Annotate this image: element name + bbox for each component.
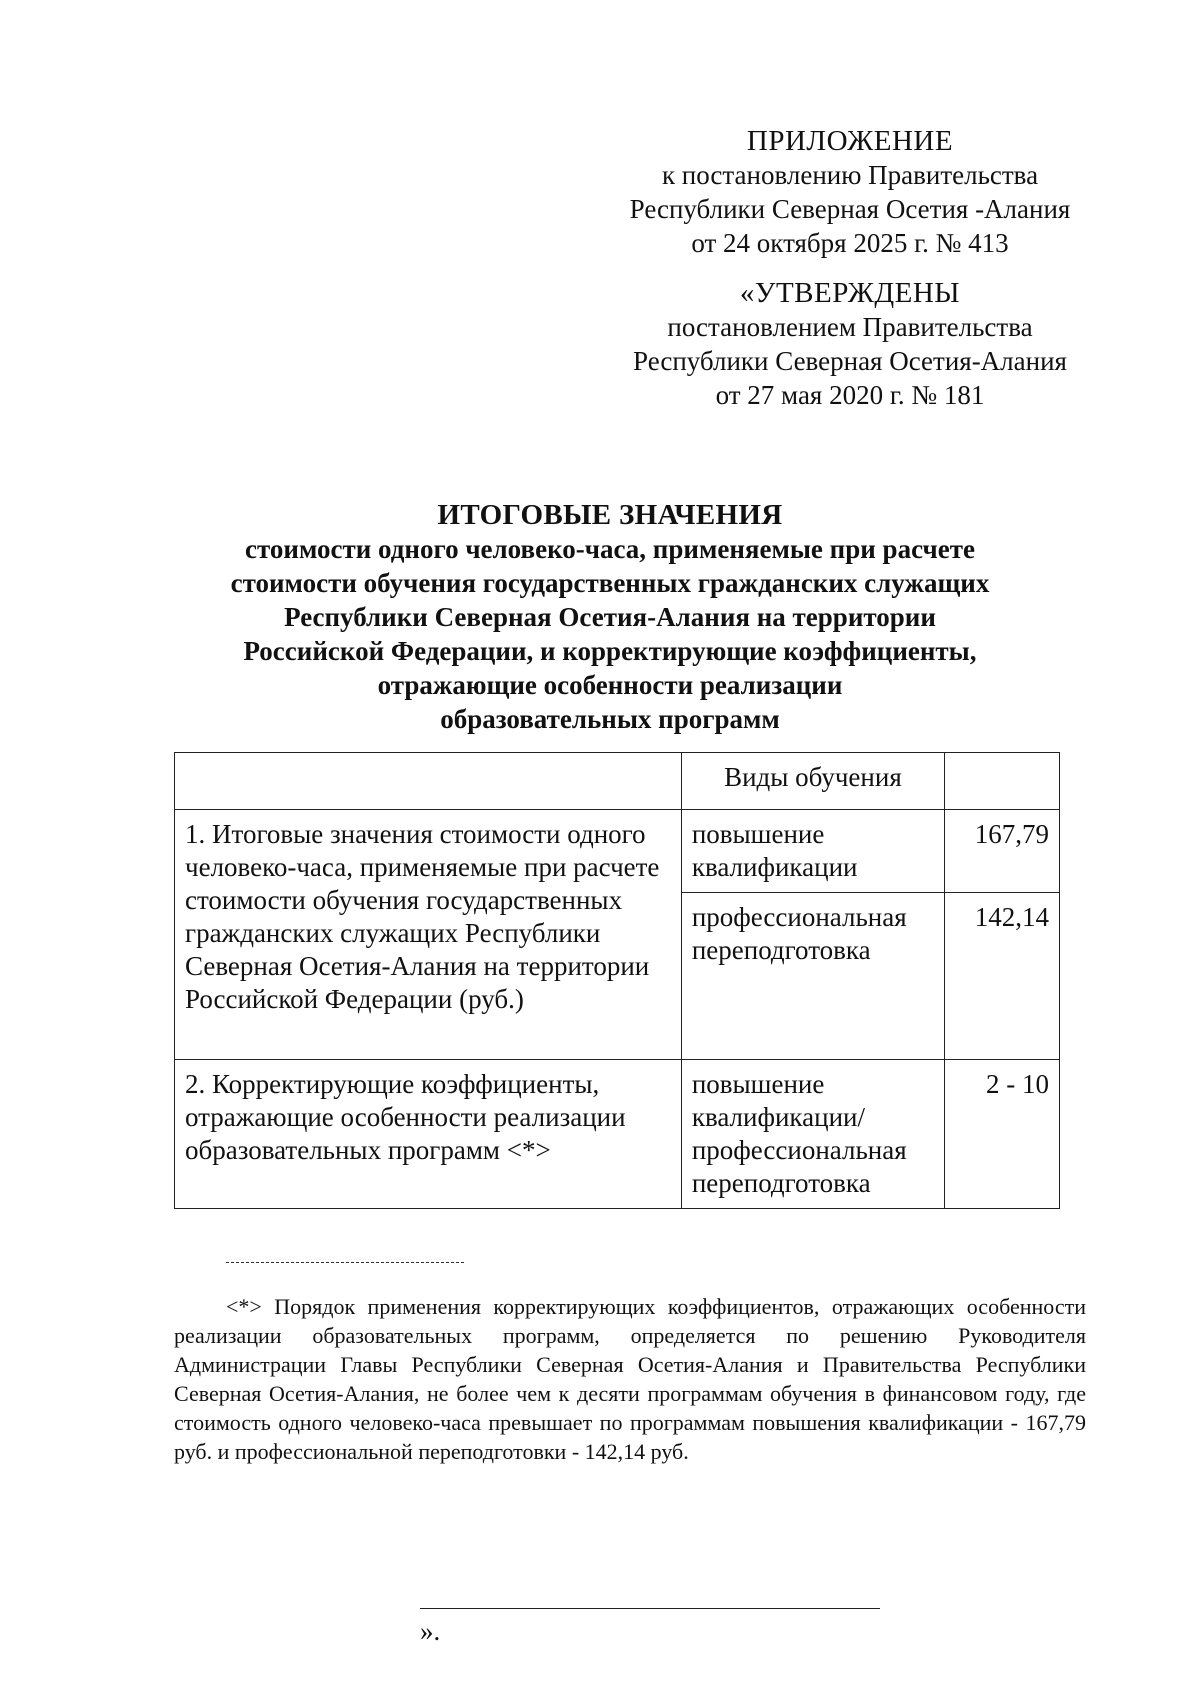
approved-title: «УТВЕРЖДЕНЫ: [739, 277, 961, 309]
approved-line-3: от 27 мая 2020 г. № 181: [715, 380, 985, 410]
heading-line-2: стоимости обучения государственных гражданских служащих: [230, 568, 990, 598]
appendix-line-3: от 24 октября 2025 г. № 413: [691, 228, 1009, 258]
row-2-label: 2. Корректирующие коэффициенты, отражающие особенности реализации образовательных программ <*>: [175, 1060, 682, 1209]
heading-line-3: Республики Северная Осетия-Алания на территории: [284, 602, 936, 632]
closing-line: [420, 1585, 890, 1647]
appendix-line-1: к постановлению Правительства: [661, 160, 1039, 190]
row-1-label: 1. Итоговые значения стоимости одного человеко-часа, применяемые при расчете стоимости обучения государственных гражданских служащих Республики Северная Осетия-Алания на территории Российской Федерации (руб.): [175, 810, 682, 1060]
row-1-sub-2-value: 142,14: [945, 893, 1060, 1060]
row-2-value: 2 - 10: [945, 1060, 1060, 1209]
table-row: [175, 1060, 1060, 1209]
heading-line-5: отражающие особенности реализации: [377, 670, 843, 700]
heading-line-4: Российской Федерации, и корректирующие коэффициенты,: [243, 636, 977, 666]
row-1-sub-1-type: повышение квалификации: [681, 810, 944, 893]
header-cell-training-types: Виды обучения: [681, 753, 944, 810]
header-cell-empty: [175, 753, 682, 810]
heading-main: ИТОГОВЫЕ ЗНАЧЕНИЯ: [437, 499, 783, 531]
footnote-divider: [226, 1262, 464, 1263]
heading-line-1: стоимости одного человеко-часа, применяемые при расчете: [245, 534, 975, 564]
table-row: [175, 810, 1060, 893]
values-table-wrapper: [174, 752, 1060, 1209]
heading-line-6: образовательных программ: [440, 704, 780, 734]
appendix-title: ПРИЛОЖЕНИЕ: [746, 125, 954, 157]
closing-underline: [420, 1590, 880, 1609]
values-table: [174, 752, 1060, 1209]
row-2-type: повышение квалификации/ профессиональная переподготовка: [681, 1060, 944, 1209]
approved-block: [600, 276, 1100, 412]
row-1-sub-2-type: профессиональная переподготовка: [681, 893, 944, 1060]
closing-mark: ».: [420, 1616, 441, 1646]
appendix-block: [600, 124, 1100, 260]
approved-line-1: постановлением Правительства: [667, 312, 1033, 342]
document-heading: [160, 498, 1060, 736]
table-header-row: [175, 753, 1060, 810]
footnote-text: <*> Порядок применения корректирующих коэффициентов, отражающих особенности реализации образовательных программ, определяется по решению Руководителя Администрации Главы Республики Северная Осетия-Алания и Правительства Республики Северная Осетия-Алания, не более чем к десяти программам обучения в финансовом году, где стоимость одного человеко-часа превышает по программам повышения квалификации - 167,79 руб. и профессиональной переподготовки - 142,14 руб.: [174, 1294, 1086, 1464]
approved-line-2: Республики Северная Осетия-Алания: [633, 346, 1067, 376]
header-cell-value: [945, 753, 1060, 810]
appendix-line-2: Республики Северная Осетия -Алания: [629, 194, 1071, 224]
row-1-sub-1-value: 167,79: [945, 810, 1060, 893]
